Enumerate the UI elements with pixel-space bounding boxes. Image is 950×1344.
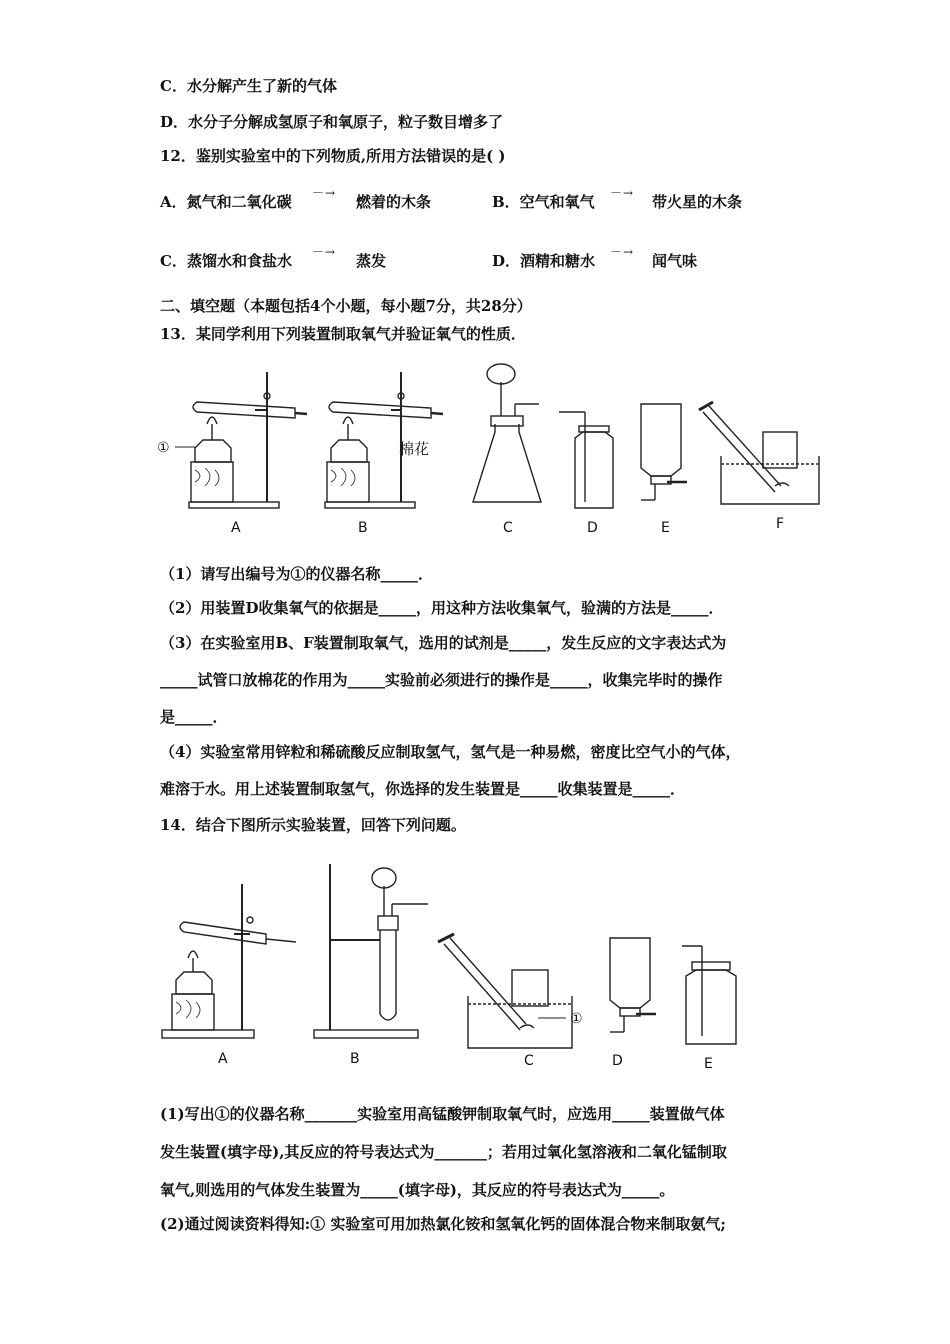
q14-stem: 14．结合下图所示实验装置，回答下列问题。 (160, 816, 466, 834)
apparatus-a (189, 372, 307, 508)
q12-option-b-left: B．空气和氧气 (492, 193, 595, 211)
cotton-label: 棉花 (399, 440, 430, 458)
apparatus-b (314, 864, 428, 1038)
label-f: F (776, 516, 785, 532)
marker-1-group (157, 440, 195, 456)
label-b: B (358, 520, 368, 536)
q12-option-b-right: 带火星的木条 (652, 193, 743, 211)
apparatus-a (162, 884, 296, 1038)
q12-option-b-arrow: －→ (610, 186, 635, 200)
marker-1: ① (157, 440, 170, 456)
q14-part-1-line-1: (1)写出①的仪器名称_______实验室用高锰酸钾制取氧气时，应选用_____装置做气体 (160, 1105, 725, 1123)
q13-part-2: （2）用装置D收集氧气的依据是_____，用这种方法收集氧气，验满的方法是_____． (160, 599, 724, 617)
apparatus-c (473, 364, 541, 502)
q13-part-1: （1）请写出编号为①的仪器名称_____． (160, 565, 433, 583)
q14-apparatus-figure (158, 858, 798, 1073)
q12-option-d-left: D．酒精和糖水 (492, 252, 596, 270)
label-c: C (524, 1053, 534, 1069)
label-e: E (704, 1056, 713, 1072)
q12-option-c-arrow: －→ (312, 245, 337, 259)
q13-stem: 13．某同学利用下列装置制取氧气并验证氧气的性质． (160, 325, 526, 343)
q13-part-4-line-2: 难溶于水。用上述装置制取氢气，你选择的发生装置是_____收集装置是_____． (160, 780, 686, 798)
q12-option-a-right: 燃着的木条 (356, 193, 432, 211)
apparatus-d (610, 938, 656, 1032)
apparatus-e (682, 946, 736, 1044)
q12-option-d-right: 闻气味 (652, 252, 698, 270)
q12-option-d-arrow: －→ (610, 245, 635, 259)
q12-option-a-left: A．氮气和二氧化碳 (160, 193, 292, 211)
q12-option-c-left: C．蒸馏水和食盐水 (160, 252, 292, 270)
label-b: B (350, 1051, 360, 1067)
label-c: C (503, 520, 513, 536)
apparatus-d (559, 412, 613, 508)
q13-part-3-line-3: 是_____． (160, 708, 228, 726)
q14-part-2: (2)通过阅读资料得知:① 实验室可用加热氯化铵和氢氧化钙的固体混合物来制取氨气; (160, 1215, 726, 1233)
label-d: D (612, 1053, 623, 1069)
q13-part-4-line-1: （4）实验室常用锌粒和稀硫酸反应制取氢气，氢气是一种易燃，密度比空气小的气体， (160, 743, 741, 761)
section-title: 二、填空题（本题包括4个小题，每小题7分，共28分） (160, 297, 532, 315)
q12-stem: 12．鉴别实验室中的下列物质,所用方法错误的是( ) (160, 147, 506, 165)
apparatus-f (699, 402, 819, 504)
q14-part-1-line-2: 发生装置(填字母),其反应的符号表达式为_______；若用过氧化氢溶液和二氧化锰制取 (160, 1143, 727, 1161)
q12-option-a-arrow: －→ (312, 186, 337, 200)
apparatus-e (641, 404, 687, 500)
label-e: E (661, 520, 670, 536)
label-d: D (587, 520, 598, 536)
q12-option-c-right: 蒸发 (356, 252, 387, 270)
q13-part-3-line-2: _____试管口放棉花的作用为_____实验前必须进行的操作是_____，收集完毕时的操作 (160, 671, 723, 689)
q13-apparatus-figure (155, 352, 845, 542)
label-a: A (218, 1051, 228, 1067)
q14-part-1-line-3: 氧气,则选用的气体发生装置为_____(填字母)，其反应的符号表达式为_____。 (160, 1181, 675, 1199)
marker-1: ① (570, 1011, 583, 1027)
label-a: A (231, 520, 241, 536)
q11-option-c: C．水分解产生了新的气体 (160, 77, 337, 95)
q11-option-d: D．水分子分解成氢原子和氧原子，粒子数目增多了 (160, 113, 504, 131)
apparatus-c (438, 934, 572, 1048)
q13-part-3-line-1: （3）在实验室用B、F装置制取氧气，选用的试剂是_____，发生反应的文字表达式为 (160, 634, 727, 652)
